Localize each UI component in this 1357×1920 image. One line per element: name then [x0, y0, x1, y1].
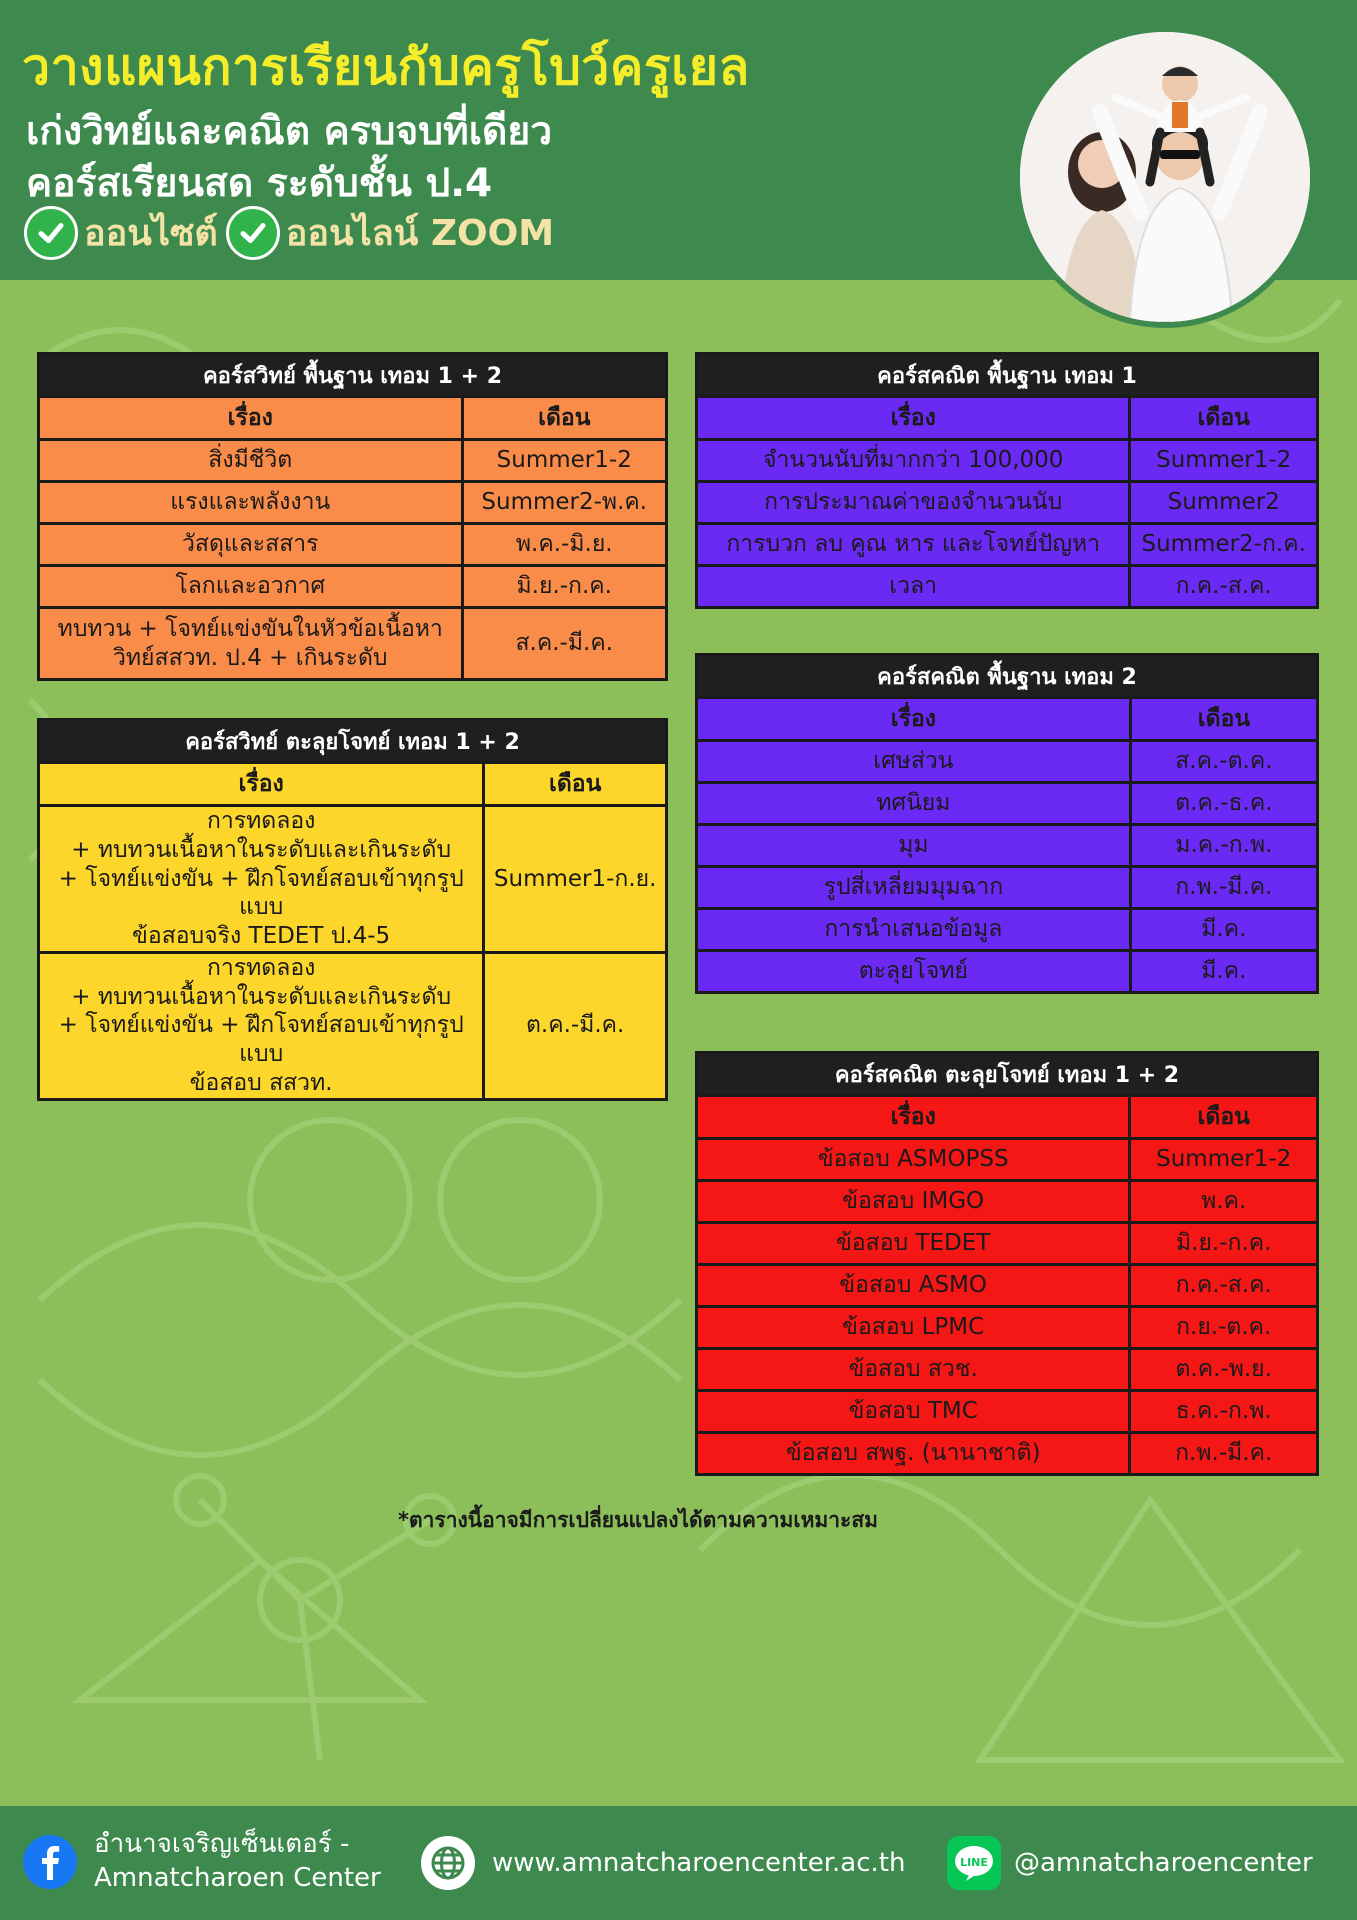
science-advanced-table	[37, 718, 668, 1101]
website-url: www.amnatcharoencenter.ac.th	[492, 1848, 906, 1878]
table-caption: คอร์สวิทย์ พื้นฐาน เทอม 1 + 2	[39, 354, 667, 397]
topic-cell: ข้อสอบ สพฐ. (นานาชาติ)	[697, 1433, 1130, 1475]
month-cell: Summer1-ก.ย.	[484, 806, 667, 953]
topic-cell: การนำเสนอข้อมูล	[697, 909, 1131, 951]
topic-line: ทบทวน + โจทย์แข่งขันในหัวข้อเนื้อหา	[57, 615, 443, 642]
column-header-month: เดือน	[1130, 698, 1317, 741]
math-advanced-table	[695, 1051, 1319, 1476]
table-row	[39, 440, 667, 482]
schedule-note: *ตารางนี้อาจมีการเปลี่ยนแปลงได้ตามความเหมาะสม	[398, 1508, 878, 1532]
topic-line: การทดลอง	[206, 954, 316, 981]
line-id: @amnatcharoencenter	[1014, 1848, 1313, 1878]
check-circle-icon	[226, 206, 280, 260]
month-cell: ต.ค.-ธ.ค.	[1130, 783, 1317, 825]
table-row	[697, 909, 1318, 951]
topic-cell: การบวก ลบ คูณ หาร และโจทย์ปัญหา	[697, 524, 1130, 566]
table-row	[697, 825, 1318, 867]
table-row	[697, 783, 1318, 825]
topic-cell: มุม	[697, 825, 1131, 867]
math-basic-term2-table	[695, 653, 1319, 994]
table-caption: คอร์สวิทย์ ตะลุยโจทย์ เทอม 1 + 2	[39, 720, 667, 763]
topic-cell	[39, 952, 484, 1099]
facebook-icon	[22, 1834, 78, 1890]
table-row	[39, 608, 667, 680]
topic-cell: รูปสี่เหลี่ยมมุมฉาก	[697, 867, 1131, 909]
month-cell: ก.ย.-ต.ค.	[1130, 1307, 1318, 1349]
topic-cell: เวลา	[697, 566, 1130, 608]
month-cell: ธ.ค.-ก.พ.	[1130, 1391, 1318, 1433]
topic-line: การทดลอง	[206, 808, 316, 834]
table-row	[697, 867, 1318, 909]
column-header-month: เดือน	[462, 397, 666, 440]
month-cell: Summer1-2	[1130, 1139, 1318, 1181]
month-cell: Summer1-2	[1130, 440, 1318, 482]
page-title: วางแผนการเรียนกับครูโบว์ครูเยล	[22, 38, 750, 96]
topic-cell: ข้อสอบ TMC	[697, 1391, 1130, 1433]
month-cell: มี.ค.	[1130, 909, 1317, 951]
science-basic-table	[37, 352, 668, 681]
website-link[interactable]	[420, 1835, 905, 1891]
topic-cell: ข้อสอบ IMGO	[697, 1181, 1130, 1223]
month-cell: ม.ค.-ก.พ.	[1130, 825, 1317, 867]
table-row	[697, 524, 1318, 566]
math-basic-term1-table	[695, 352, 1319, 609]
column-header-topic: เรื่อง	[697, 397, 1130, 440]
facebook-link[interactable]	[22, 1828, 381, 1896]
column-header-month: เดือน	[1130, 1096, 1318, 1139]
topic-cell: ตะลุยโจทย์	[697, 951, 1131, 993]
month-cell: ต.ค.-พ.ย.	[1130, 1349, 1318, 1391]
table-caption: คอร์สคณิต พื้นฐาน เทอม 2	[697, 655, 1318, 698]
topic-cell: ข้อสอบ LPMC	[697, 1307, 1130, 1349]
month-cell: Summer1-2	[462, 440, 666, 482]
month-cell: ก.ค.-ส.ค.	[1130, 1265, 1318, 1307]
month-cell: ก.ค.-ส.ค.	[1130, 566, 1318, 608]
table-row	[697, 741, 1318, 783]
topic-cell: ข้อสอบ ASMO	[697, 1265, 1130, 1307]
column-header-month: เดือน	[1130, 397, 1318, 440]
table-row	[697, 951, 1318, 993]
table-row	[697, 1139, 1318, 1181]
topic-cell: สิ่งมีชีวิต	[39, 440, 463, 482]
column-header-topic: เรื่อง	[39, 763, 484, 806]
topic-cell: การประมาณค่าของจำนวนนับ	[697, 482, 1130, 524]
topic-cell: ข้อสอบ TEDET	[697, 1223, 1130, 1265]
facebook-page-line2: Amnatcharoen Center	[94, 1862, 381, 1893]
topic-cell: โลกและอวกาศ	[39, 566, 463, 608]
month-cell: ส.ค.-ต.ค.	[1130, 741, 1317, 783]
table-caption: คอร์สคณิต พื้นฐาน เทอม 1	[697, 354, 1318, 397]
table-row	[697, 1265, 1318, 1307]
month-cell: มิ.ย.-ก.ค.	[462, 566, 666, 608]
mode-online-label: ออนไลน์ ZOOM	[285, 213, 555, 254]
topic-cell: วัสดุและสสาร	[39, 524, 463, 566]
topic-cell: ข้อสอบ ASMOPSS	[697, 1139, 1130, 1181]
topic-cell: จำนวนนับที่มากกว่า 100,000	[697, 440, 1130, 482]
table-row	[697, 566, 1318, 608]
table-row	[39, 524, 667, 566]
check-circle-icon	[24, 206, 78, 260]
teachers-photo	[1014, 26, 1316, 328]
footer-bar	[0, 1806, 1357, 1920]
table-row	[39, 806, 667, 953]
month-cell: ก.พ.-มี.ค.	[1130, 1433, 1318, 1475]
mode-onsite-label: ออนไซต์	[84, 213, 218, 254]
month-cell: มิ.ย.-ก.ค.	[1130, 1223, 1318, 1265]
column-header-topic: เรื่อง	[39, 397, 463, 440]
table-row	[39, 952, 667, 1099]
table-row	[39, 482, 667, 524]
month-cell: ต.ค.-มี.ค.	[484, 952, 667, 1099]
table-row	[697, 1307, 1318, 1349]
topic-line: + ทบทวนเนื้อหาในระดับและเกินระดับ	[71, 836, 452, 863]
topic-line: วิทย์สสวท. ป.4 + เกินระดับ	[112, 644, 388, 671]
globe-icon	[420, 1835, 476, 1891]
month-cell: พ.ค.	[1130, 1181, 1318, 1223]
table-caption: คอร์สคณิต ตะลุยโจทย์ เทอม 1 + 2	[697, 1053, 1318, 1096]
column-header-month: เดือน	[484, 763, 667, 806]
topic-cell: แรงและพลังงาน	[39, 482, 463, 524]
month-cell: Summer2	[1130, 482, 1318, 524]
line-icon-text: LINE	[960, 1856, 988, 1869]
table-row	[697, 1349, 1318, 1391]
topic-cell: ข้อสอบ สวช.	[697, 1349, 1130, 1391]
topic-cell: ทศนิยม	[697, 783, 1131, 825]
facebook-page-line1: อำนาจเจริญเซ็นเตอร์ -	[94, 1829, 350, 1859]
table-row	[697, 1223, 1318, 1265]
month-cell: พ.ค.-มิ.ย.	[462, 524, 666, 566]
topic-line: + โจทย์แข่งขัน + ฝึกโจทย์สอบเข้าทุกรูปแบบ	[58, 865, 464, 921]
topic-cell: เศษส่วน	[697, 741, 1131, 783]
month-cell: ก.พ.-มี.ค.	[1130, 867, 1317, 909]
month-cell: ส.ค.-มี.ค.	[462, 608, 666, 680]
table-row	[39, 566, 667, 608]
topic-cell	[39, 806, 484, 953]
table-row	[697, 1433, 1318, 1475]
topic-line: + โจทย์แข่งขัน + ฝึกโจทย์สอบเข้าทุกรูปแบบ	[58, 1012, 464, 1067]
topic-line: + ทบทวนเนื้อหาในระดับและเกินระดับ	[71, 983, 452, 1010]
column-header-topic: เรื่อง	[697, 1096, 1130, 1139]
table-row	[697, 482, 1318, 524]
page-subtitle-2: คอร์สเรียนสด ระดับชั้น ป.4	[26, 161, 493, 206]
table-row	[697, 440, 1318, 482]
course-modes	[24, 204, 562, 261]
page-subtitle-1: เก่งวิทย์และคณิต ครบจบที่เดียว	[26, 109, 553, 154]
month-cell: Summer2-ก.ค.	[1130, 524, 1318, 566]
topic-line: ข้อสอบ สสวท.	[189, 1069, 333, 1096]
month-cell: Summer2-พ.ค.	[462, 482, 666, 524]
table-row	[697, 1181, 1318, 1223]
column-header-topic: เรื่อง	[697, 698, 1131, 741]
topic-cell	[39, 608, 463, 680]
topic-line: ข้อสอบจริง TEDET ป.4-5	[132, 923, 391, 949]
month-cell: มี.ค.	[1130, 951, 1317, 993]
table-row	[697, 1391, 1318, 1433]
